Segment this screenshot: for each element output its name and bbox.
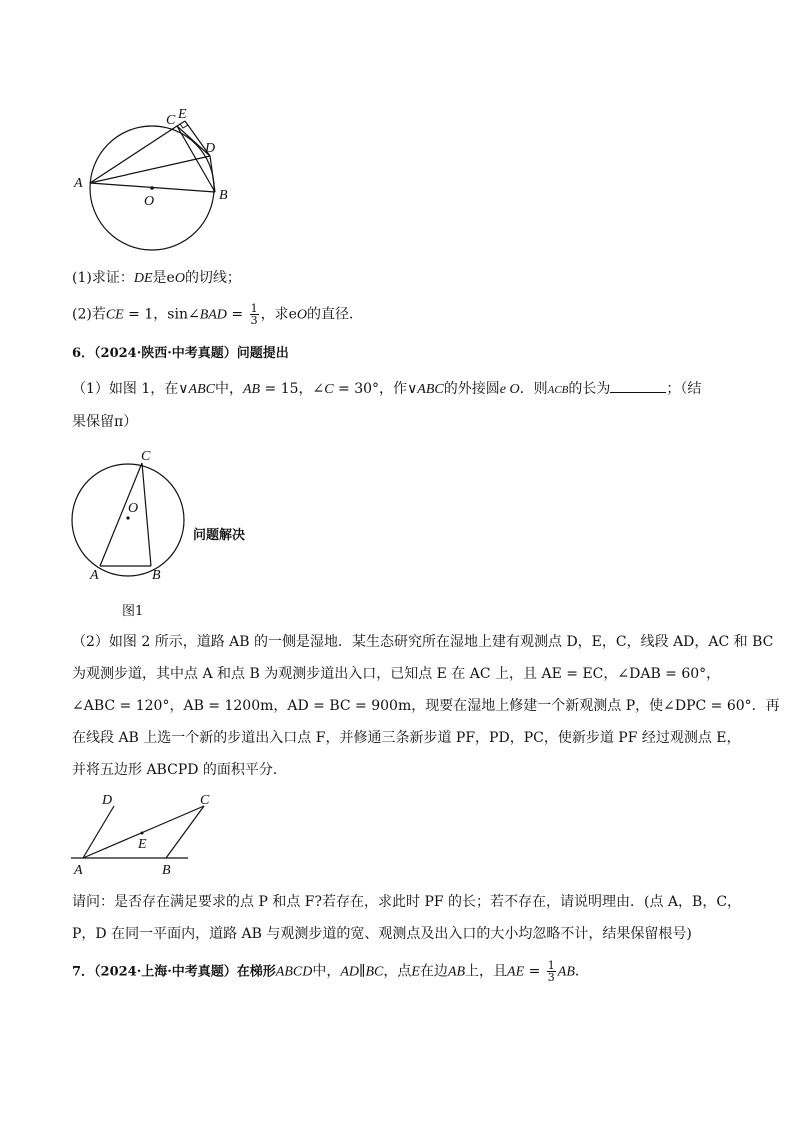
right-angle-mark <box>180 124 188 128</box>
point-e <box>141 832 144 835</box>
text: 的长为 <box>568 381 611 397</box>
text: 中， <box>214 381 243 397</box>
text: ，求 <box>260 306 289 323</box>
center-dot <box>126 516 129 519</box>
segment-bc <box>142 463 151 566</box>
math-o: O <box>174 271 185 286</box>
figure-inscribed-triangle <box>66 444 196 586</box>
frac-num: 1 <box>547 959 555 972</box>
text: = <box>524 963 545 980</box>
label-a: A <box>90 568 99 583</box>
label-e: E <box>178 107 187 122</box>
figure-wetland-paths <box>66 790 226 880</box>
q6-part2-line5: 并将五边形 ABCPD 的面积平分． <box>72 762 287 778</box>
math-circle-o: e O <box>499 382 520 397</box>
q6-part1-line1 <box>72 378 701 400</box>
segment-ac <box>90 126 177 183</box>
answer-blank <box>610 378 666 393</box>
text: 的外接圆 <box>443 381 500 397</box>
segment-ad <box>83 806 114 858</box>
math-arc-acb: ACB <box>547 384 569 396</box>
q6-question-line2: P，D 在同一平面内，道路 AB 与观测步道的宽、观测点及出入口的大小均忽略不计，结果保留根号) <box>72 926 692 942</box>
q6-part2-line4: 在线段 AB 上选一个新的步道出入口点 F，并修通三条新步道 PF，PD，PC，使新步道 PF 经过观测点 E， <box>72 730 741 746</box>
math-e: e <box>166 270 175 286</box>
math-bad: BAD <box>199 307 227 323</box>
label-o: O <box>128 501 139 516</box>
text: = 30°，作 <box>333 381 408 397</box>
math-ab: AB <box>447 964 466 980</box>
text: 上，且 <box>465 963 508 980</box>
label-c: C <box>166 113 176 128</box>
figure-caption: 图1 <box>122 604 144 619</box>
q6-header: 6．（2024·陕西·中考真题）问题提出 <box>72 346 289 361</box>
text: 7．（2024·上海·中考真题）在梯形 <box>72 964 276 980</box>
math-ce: CE <box>105 307 124 323</box>
q6-part2-line3: ∠ABC = 120°，AB = 1200m，AD = BC = 900m，现要在湿地上修建一个新观测点 P，使∠DPC = 60°．再 <box>72 698 780 714</box>
math-e: e <box>288 306 297 323</box>
label-b: B <box>162 863 171 878</box>
center-dot <box>150 186 154 190</box>
math-ab: AB <box>242 382 261 397</box>
label-b: B <box>219 188 228 203</box>
text: ． <box>574 963 589 980</box>
math-triangle-abc: ∨ABC <box>407 382 444 397</box>
figure-circle-abcde <box>60 100 250 260</box>
text: 是 <box>152 270 167 286</box>
side-label-problem-solving: 问题解决 <box>193 528 246 543</box>
q6-part2-line2: 为观测步道，其中点 A 和点 B 为观测步道出入口，已知点 E 在 AC 上，且 AE = EC，∠DAB = 60°， <box>72 666 721 682</box>
frac-den: 3 <box>250 314 258 327</box>
math-ad-parallel-bc: AD∥BC <box>340 964 384 980</box>
text: = 15， <box>260 381 313 397</box>
math-sin: sin∠ <box>167 306 200 323</box>
text: (1)求证： <box>72 270 134 286</box>
text: ；（结 <box>666 381 702 397</box>
segment-ad <box>90 156 210 183</box>
fraction-one-third <box>547 960 556 983</box>
math-e: E <box>411 964 420 980</box>
label-e: E <box>138 837 147 852</box>
math-ab: AB <box>557 964 575 980</box>
math-triangle-abc: ∨ABC <box>178 382 215 397</box>
math-o: O <box>296 307 307 323</box>
text: 的直径． <box>306 306 363 323</box>
math-ae: AE <box>507 964 525 980</box>
q5-part2 <box>72 303 363 326</box>
text: （1）如图 1，在 <box>72 381 179 397</box>
q6-part2-line1: （2）如图 2 所示，道路 AB 的一侧是湿地．某生态研究所在湿地上建有观测点 D，E，C，线段 AD，AC 和 BC <box>72 634 774 650</box>
text: ，点 <box>383 963 412 980</box>
math-angle-c: ∠C <box>312 382 334 397</box>
q6-part1-line2: 果保留π） <box>72 414 138 430</box>
label-d: D <box>102 793 113 808</box>
text: 中， <box>312 963 341 980</box>
circle-o <box>72 464 184 576</box>
text: (2)若 <box>72 306 106 323</box>
text: = 1， <box>123 306 168 323</box>
frac-den: 3 <box>547 971 555 984</box>
q7-stem <box>72 960 589 983</box>
fraction-one-third <box>250 303 259 326</box>
label-a: A <box>74 176 83 191</box>
label-b: B <box>152 568 161 583</box>
text: 在边 <box>419 963 448 980</box>
text: ．则 <box>519 381 548 397</box>
text: 的切线； <box>184 270 241 286</box>
math-abcd: ABCD <box>275 964 313 980</box>
frac-num: 1 <box>250 302 258 315</box>
q5-part1 <box>72 268 241 289</box>
label-d: D <box>205 141 216 156</box>
label-c: C <box>141 449 151 464</box>
q6-question-line1: 请问：是否存在满足要求的点 P 和点 F?若存在，求此时 PF 的长；若不存在，请说明理由．(点 A，B，C， <box>72 894 742 910</box>
label-c: C <box>200 793 210 808</box>
math-de: DE <box>133 271 153 286</box>
text: = <box>226 306 248 323</box>
label-a: A <box>74 863 83 878</box>
label-o: O <box>144 194 155 209</box>
